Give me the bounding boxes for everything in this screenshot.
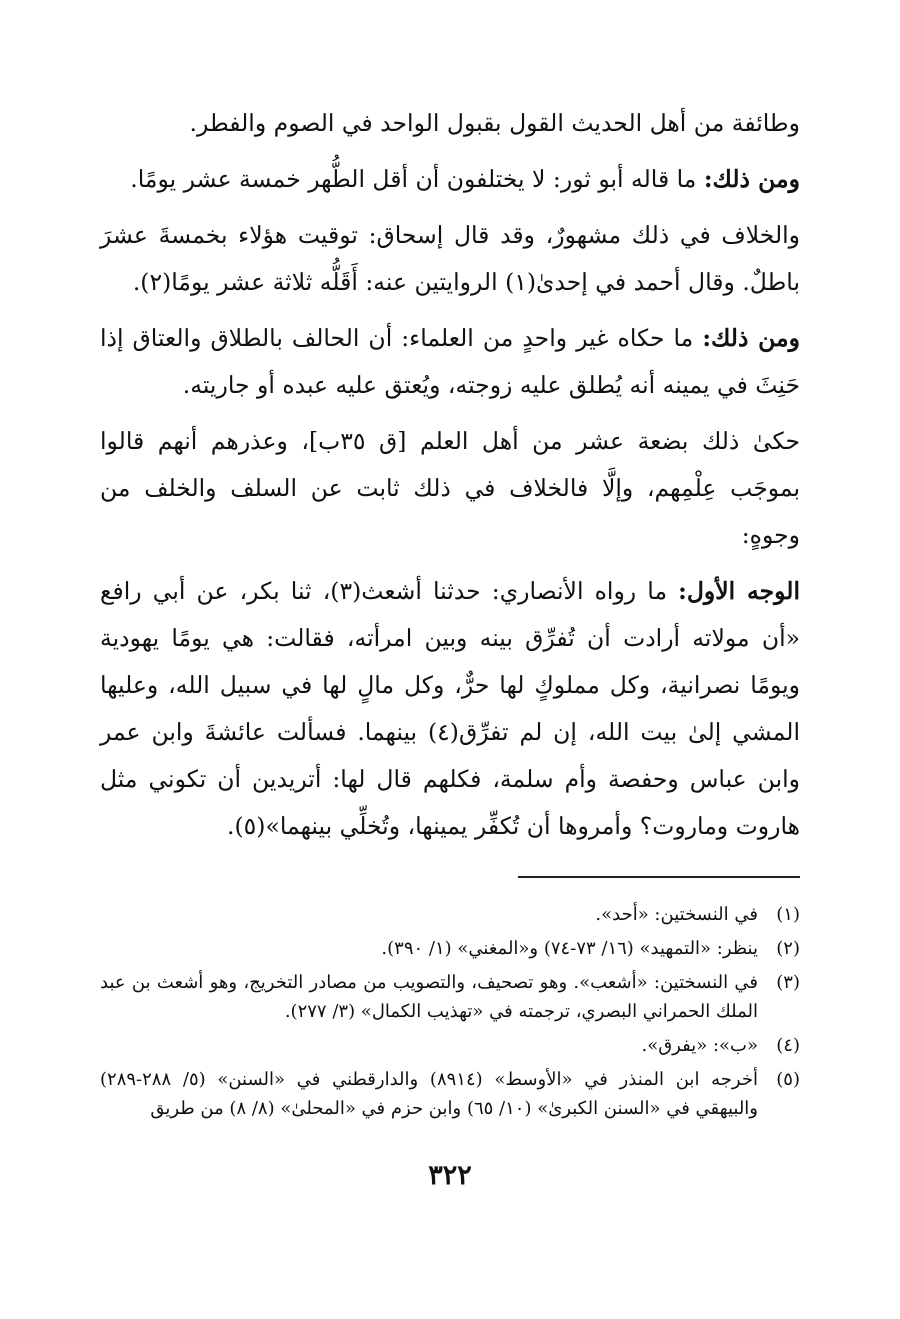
paragraph-text: ما حكاه غير واحدٍ من العلماء: أن الحالف بالطلاق والعتاق إذا حَنِثَ في يمينه أنه يُطلق عليه زوجته، ويُعتق عليه عبده أو جاريته.: [100, 324, 800, 399]
paragraph-3: [100, 212, 800, 306]
footnote-number: (٢): [776, 938, 800, 959]
paragraph-text: والخلاف في ذلك مشهورٌ، وقد قال إسحاق: توقيت هؤلاء بخمسةَ عشرَ باطلٌ. وقال أحمد في إحدىٰ(١) الروايتين عنه: أَقَلُّه ثلاثة عشر يومًا(٢).: [100, 221, 800, 296]
paragraph-6: [100, 568, 800, 850]
footnote-3: [100, 968, 800, 1026]
paragraph-5: [100, 418, 800, 559]
footnote-4: [100, 1031, 800, 1060]
main-text: [100, 100, 800, 850]
paragraph-text: وطائفة من أهل الحديث القول بقبول الواحد في الصوم والفطر.: [189, 109, 800, 137]
footnote-number: (٣): [776, 972, 800, 993]
footnote-1: [100, 900, 800, 929]
paragraph-text: ما رواه الأنصاري: حدثنا أشعث(٣)، ثنا بكر، عن أبي رافع «أن مولاته أرادت أن تُفرِّق بينه وبين امرأته، فقالت: هي يومًا يهودية ويومًا نصرانية، وكل مملوكٍ لها حرٌّ، وكل مالٍ لها في سبيل الله، وعليها المشي إلىٰ بيت الله، إن لم تفرِّق(٤) بينهما. فسألت عائشةَ وابن عمر وابن عباس وحفصة وأم سلمة، فكلهم قال لها: أتريدين أن تكوني مثل هاروت وماروت؟ وأمروها أن تُكفِّر يمينها، وتُخلِّي بينهما»(٥).: [100, 577, 800, 840]
footnote-text: في النسختين: «أشعب». وهو تصحيف، والتصويب من مصادر التخريج، وهو أشعث بن عبد الملك الحمراني البصري، ترجمته في «تهذيب الكمال» (٣/ ٢٧٧).: [100, 972, 758, 1022]
footnote-separator: [518, 876, 800, 878]
footnotes: [100, 900, 800, 1123]
paragraph-4: [100, 315, 800, 409]
footnote-text: في النسختين: «أحد».: [595, 904, 758, 925]
footnote-number: (٥): [776, 1069, 800, 1090]
paragraph-lead: ومن ذلك:: [702, 324, 800, 352]
paragraph-lead: الوجه الأول:: [678, 577, 800, 605]
paragraph-2: [100, 156, 800, 203]
footnote-text: أخرجه ابن المنذر في «الأوسط» (٨٩١٤) والدارقطني في «السنن» (٥/ ٢٨٨-٢٨٩) والبيهقي في «السنن الكبرىٰ» (١٠/ ٦٥) وابن حزم في «المحلىٰ» (٨/ ٨) من طريق: [100, 1069, 758, 1119]
footnote-text: ينظر: «التمهيد» (١٦/ ٧٣-٧٤) و«المغني» (١/ ٣٩٠).: [381, 938, 758, 959]
paragraph-text: ما قاله أبو ثور: لا يختلفون أن أقل الطُّهر خمسة عشر يومًا.: [130, 165, 704, 193]
footnote-number: (٤): [776, 1035, 800, 1056]
paragraph-1: [100, 100, 800, 147]
footnote-number: (١): [776, 904, 800, 925]
paragraph-text: حكىٰ ذلك بضعة عشر من أهل العلم [ق ٣٥ب]، وعذرهم أنهم قالوا بموجَب عِلْمِهم، وإلَّا فالخلاف في ذلك ثابت عن السلف والخلف من وجوهٍ:: [100, 427, 800, 549]
footnote-5: [100, 1065, 800, 1123]
footnote-text: «ب»: «يفرق».: [641, 1035, 758, 1056]
page-number: ٣٢٢: [428, 1160, 472, 1191]
footnote-2: [100, 934, 800, 963]
paragraph-lead: ومن ذلك:: [703, 165, 800, 193]
